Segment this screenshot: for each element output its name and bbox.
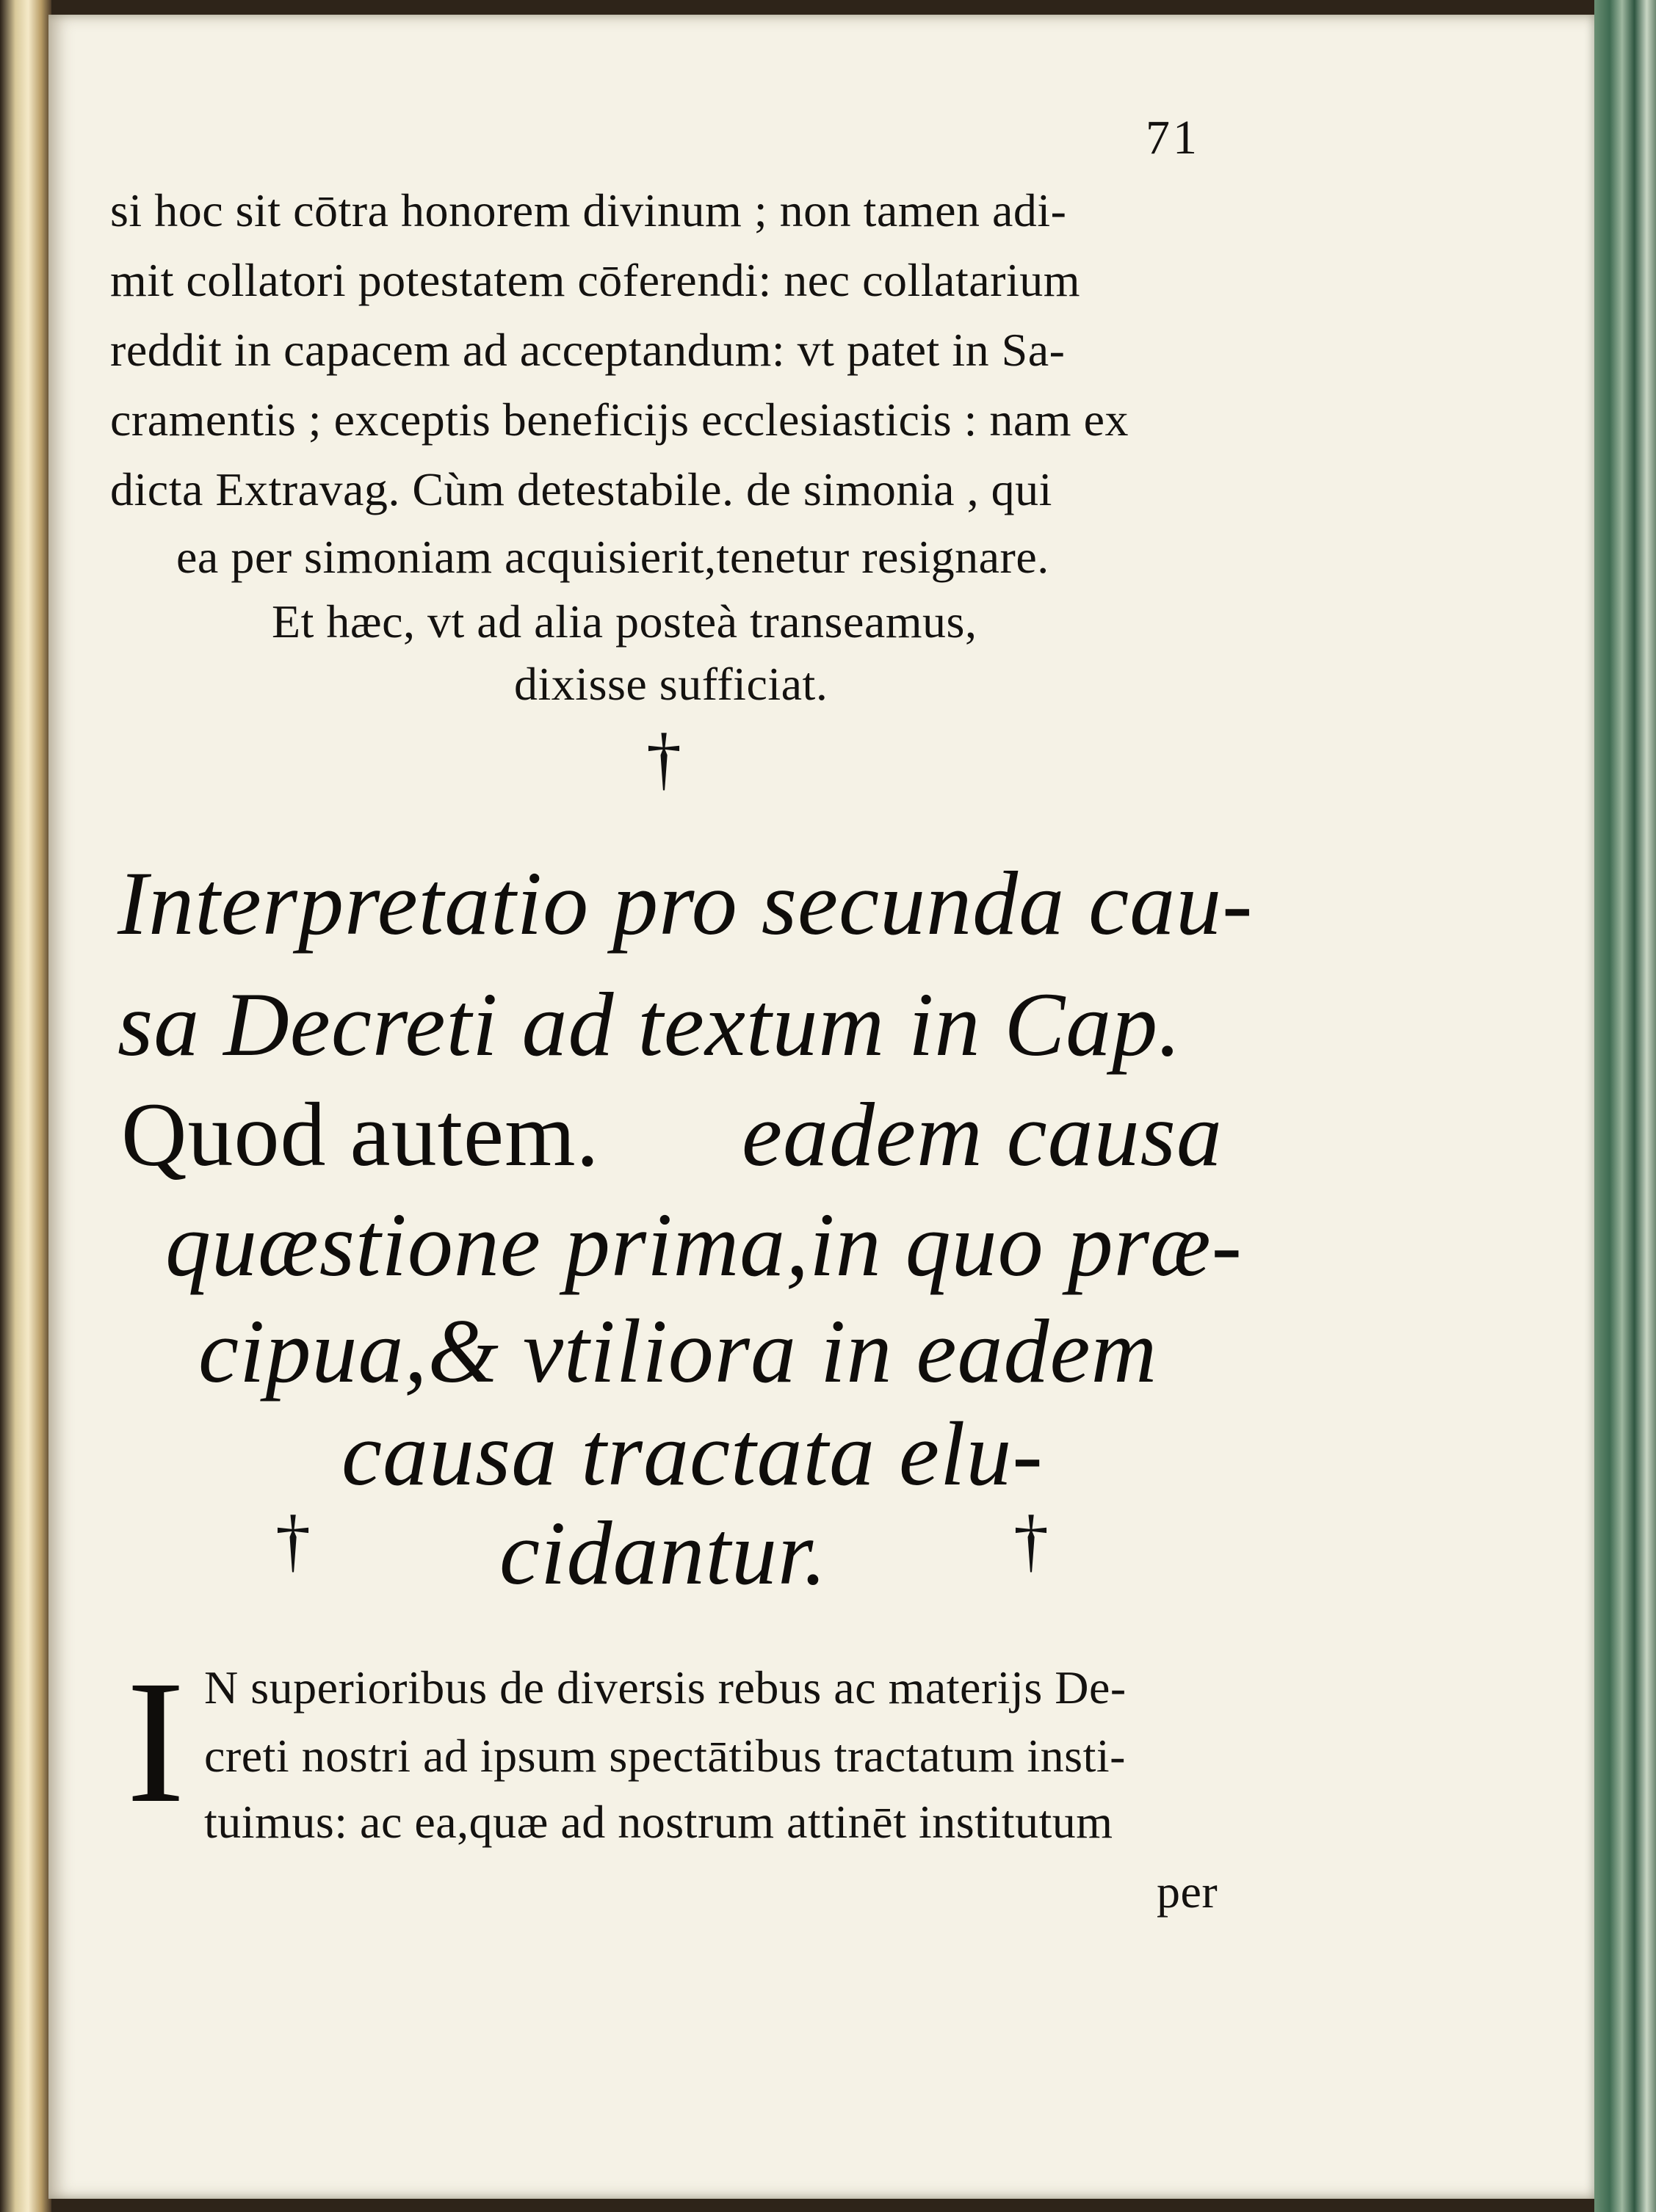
section-heading-line: causa tractata elu-	[341, 1404, 1044, 1504]
section-heading-line: quæstione prima,in quo præ-	[165, 1194, 1243, 1295]
book-top-edge	[51, 0, 1594, 15]
paragraph-line: cramentis ; exceptis beneficijs ecclesiasticis : nam ex	[110, 394, 1129, 446]
section-heading-line: cidantur.	[499, 1503, 828, 1603]
body-line: tuimus: ac ea,quæ ad nostrum attinēt institutum	[204, 1796, 1113, 1848]
paragraph-line: dicta Extravag. Cùm detestabile. de simonia , qui	[110, 463, 1052, 515]
page-edges	[1594, 0, 1656, 2212]
catchword: per	[1157, 1865, 1218, 1918]
section-heading-line: Quod autem.	[121, 1084, 600, 1185]
paragraph-line: reddit in capacem ad acceptandum: vt patet in Sa-	[110, 324, 1066, 376]
cross-ornament: †	[646, 719, 681, 797]
page-number: 71	[1146, 111, 1200, 164]
drop-cap: I	[126, 1644, 185, 1839]
section-heading-line: eadem causa	[742, 1084, 1223, 1185]
paragraph-line: Et hæc, vt ad alia posteà transeamus,	[272, 595, 977, 648]
cross-ornament: †	[275, 1501, 311, 1579]
paragraph-line: dixisse sufficiat.	[514, 658, 828, 710]
body-line: creti nostri ad ipsum spectātibus tractatum insti-	[204, 1730, 1126, 1782]
book-spine	[0, 0, 51, 2212]
cross-ornament: †	[1013, 1501, 1049, 1579]
book-bottom-edge	[51, 2199, 1594, 2212]
section-heading-line: Interpretatio pro secunda cau-	[117, 853, 1254, 954]
section-heading-line: sa Decreti ad textum in Cap.	[117, 974, 1182, 1075]
section-heading-line: cipua,& vtiliora in eadem	[198, 1301, 1158, 1401]
paragraph-line: ea per simoniam acquisierit,tenetur resignare.	[176, 531, 1049, 583]
body-line: N superioribus de diversis rebus ac materijs De-	[204, 1661, 1127, 1714]
paragraph-line: si hoc sit cōtra honorem divinum ; non tamen adi-	[110, 184, 1067, 236]
paragraph-line: mit collatori potestatem cōferendi: nec collatarium	[110, 254, 1080, 306]
